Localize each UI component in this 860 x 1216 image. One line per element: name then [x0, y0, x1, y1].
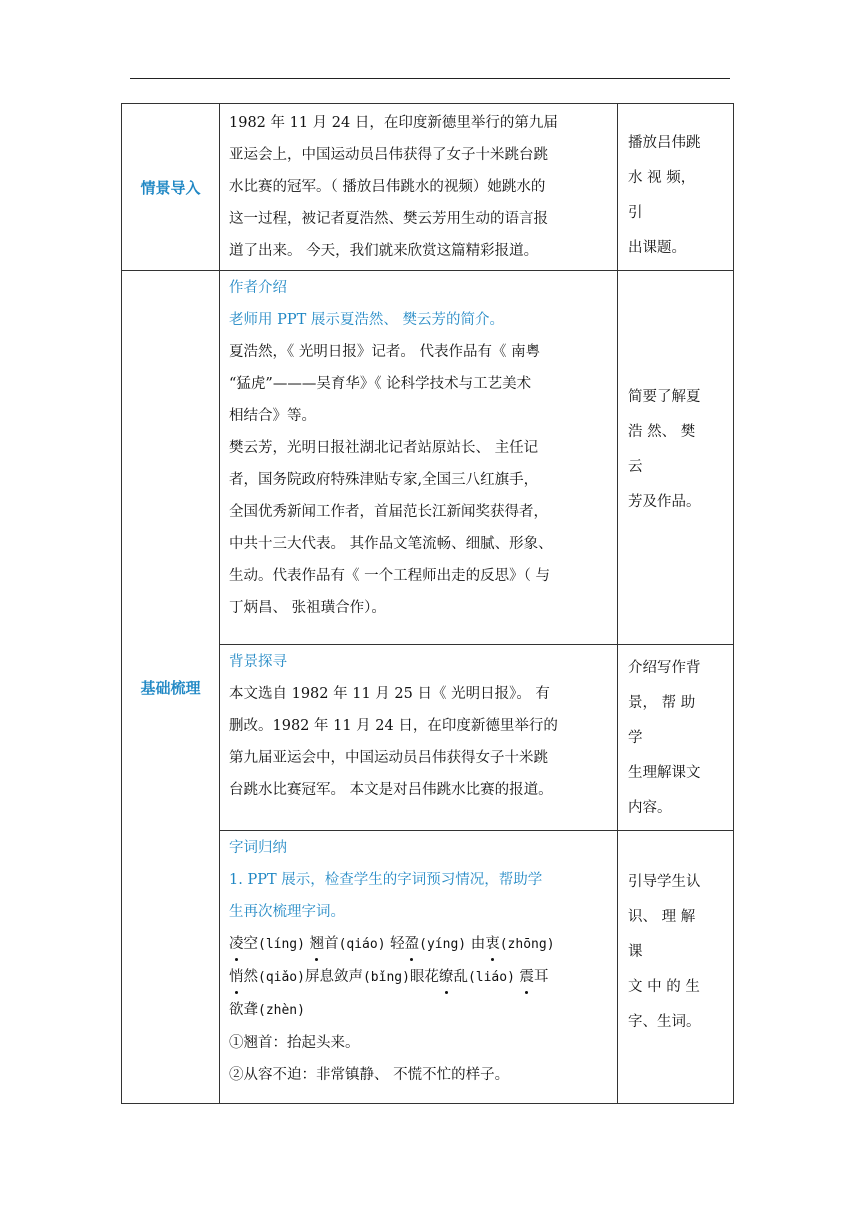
vocab-line-1: 凌空(líng) 翘首(qiáo) 轻盈(yíng) 由衷(zhōng): [229, 928, 609, 961]
note-line: 学: [628, 730, 643, 746]
note-line: 字、生词。: [628, 1014, 701, 1030]
instruction-line: 1. PPT 展示，检查学生的字词预习情况，帮助学: [229, 872, 543, 888]
text-line: 夏浩然，《 光明日报》记者。 代表作品有《 南粤: [229, 344, 541, 360]
row-intro: [122, 104, 734, 271]
dotted-char: 衷: [485, 928, 500, 960]
text-line: 删改。1982 年 11 月 24 日，在印度新德里举行的: [229, 718, 558, 734]
pinyin: (bǐng): [362, 970, 410, 985]
row-author: [122, 271, 734, 645]
instruction-line: 生再次梳理字词。: [229, 904, 345, 920]
text-line: 樊云芳，光明日报社湖北记者站原站长、 主任记: [229, 440, 539, 456]
pinyin: (yíng): [419, 937, 467, 952]
pinyin: (líng): [258, 937, 305, 952]
dotted-char: 翘: [310, 928, 325, 960]
note-line: 内容。: [628, 800, 672, 816]
note-line: 浩 然、 樊: [628, 424, 696, 440]
background-note: [618, 645, 734, 831]
dotted-char: 悄: [229, 961, 244, 993]
text-line: 水比赛的冠军。（ 播放吕伟跳水的视频）她跳水的: [229, 179, 546, 195]
note-line: 播放吕伟跳: [628, 135, 701, 151]
note-line: 出课题。: [628, 240, 686, 256]
note-line: 引: [628, 205, 643, 221]
text-line: 1982 年 11 月 24 日，在印度新德里举行的第九届: [229, 115, 558, 131]
stage-label-intro: 情景导入: [122, 104, 220, 271]
note-line: 云: [628, 459, 643, 475]
vocab-line-2: 悄然(qiǎo)屏息敛声(bǐng)眼花缭乱(liáo) 震耳: [229, 961, 609, 994]
text-line: 本文选自 1982 年 11 月 25 日《 光明日报》。 有: [229, 686, 550, 702]
dotted-char: 盈: [405, 928, 420, 960]
stage-label-basics: 基础梳理: [122, 271, 220, 1104]
text-line: 台跳水比赛冠军。 本文是对吕伟跳水比赛的报道。: [229, 782, 553, 798]
text-line: 中共十三大代表。 其作品文笔流畅、细腻、形象、: [229, 536, 553, 552]
note-line: 芳及作品。: [628, 494, 701, 510]
text-line: 者，国务院政府特殊津贴专家,全国三八红旗手，: [229, 472, 539, 488]
text-line: 第九届亚运会中，中国运动员吕伟获得女子十米跳: [229, 750, 548, 766]
definition-line: ②从容不迫：非常镇静、 不慌不忙的样子。: [229, 1067, 510, 1083]
text-line: 生动。代表作品有《 一个工程师出走的反思》（ 与: [229, 568, 550, 584]
text-line: 相结合》等。: [229, 408, 316, 424]
dotted-char: 凌: [229, 928, 244, 960]
note-line: 文 中 的 生: [628, 979, 700, 995]
pinyin: (qiǎo): [258, 970, 305, 985]
vocabulary-note: [618, 831, 734, 1104]
lesson-plan-table: [121, 103, 734, 1104]
text-line: 这一过程，被记者夏浩然、樊云芳用生动的语言报: [229, 211, 548, 227]
note-line: 水 视 频，: [628, 170, 696, 186]
text-line: “猛虎”———吴育华》《 论科学技术与工艺美术: [229, 376, 532, 392]
intro-content: [220, 104, 618, 271]
note-line: 简要了解夏: [628, 389, 701, 405]
vocabulary-content: [220, 831, 618, 1104]
text-line: 道了出来。 今天，我们就来欣赏这篇精彩报道。: [229, 243, 539, 259]
header-rule: [130, 78, 730, 79]
section-heading: 字词归纳: [229, 840, 287, 856]
note-line: 课: [628, 944, 643, 960]
background-content: [220, 645, 618, 831]
pinyin: (zhèn): [258, 1003, 305, 1018]
note-line: 识、 理 解: [628, 909, 696, 925]
pinyin: (liáo): [467, 970, 515, 985]
pinyin: (qiáo): [338, 937, 386, 952]
author-note: [618, 271, 734, 645]
vocab-line-3: 欲聋(zhèn): [229, 1002, 305, 1018]
text-line: 亚运会上，中国运动员吕伟获得了女子十米跳台跳: [229, 147, 548, 163]
pinyin: (zhōng): [499, 937, 555, 952]
dotted-char: 震: [520, 961, 535, 993]
text-line: 丁炳昌、 张祖璜合作）。: [229, 600, 386, 616]
note-line: 介绍写作背: [628, 660, 701, 676]
section-heading: 背景探寻: [229, 654, 287, 670]
section-heading: 作者介绍: [229, 280, 287, 296]
instruction-line: 老师用 PPT 展示夏浩然、 樊云芳的简介。: [229, 312, 505, 328]
text-line: 全国优秀新闻工作者，首届范长江新闻奖获得者，: [229, 504, 548, 520]
note-line: 生理解课文: [628, 765, 701, 781]
note-line: 景， 帮 助: [628, 695, 696, 711]
dotted-char: 缭: [439, 961, 454, 993]
author-content: [220, 271, 618, 645]
intro-note: [618, 104, 734, 271]
note-line: 引导学生认: [628, 874, 701, 890]
definition-line: ①翘首：抬起头来。: [229, 1035, 360, 1051]
